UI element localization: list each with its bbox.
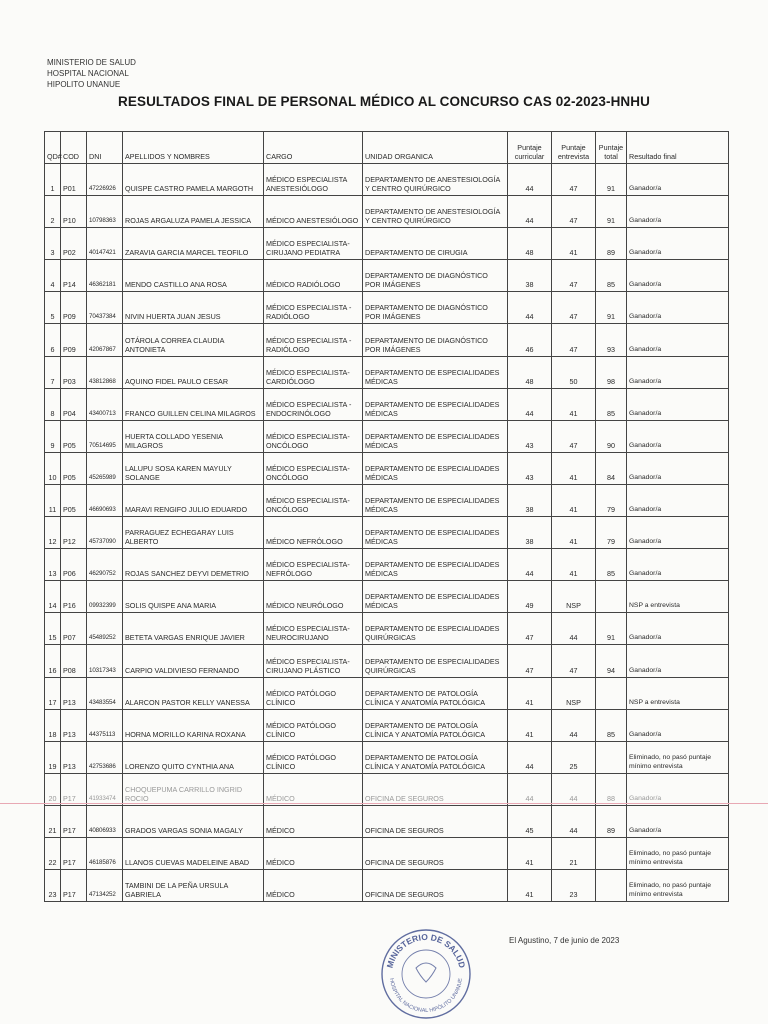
cell-cargo: MÉDICO NEURÓLOGO (264, 581, 363, 613)
table-row (45, 388, 729, 420)
cell-cod: P10 (61, 196, 87, 228)
cell-name: MENDO CASTILLO ANA ROSA (123, 260, 264, 292)
cell-dni: 43812868 (87, 356, 123, 388)
cell-entrevista: NSP (552, 677, 596, 709)
cell-name: QUISPE CASTRO PAMELA MARGOTH (123, 164, 264, 196)
cell-dni: 42753686 (87, 741, 123, 773)
cell-entrevista: 25 (552, 741, 596, 773)
cell-cargo: MÉDICO ESPECIALISTA - RADIÓLOGO (264, 292, 363, 324)
cell-unidad: OFICINA DE SEGUROS (363, 773, 508, 805)
cell-entrevista: 47 (552, 164, 596, 196)
table-header-row (45, 132, 729, 164)
cell-curricular: 47 (508, 613, 552, 645)
cell-cod: P14 (61, 260, 87, 292)
cell-total: 90 (596, 420, 627, 452)
cell-cargo: MÉDICO ESPECIALISTA-ONCÓLOGO (264, 420, 363, 452)
cell-curricular: 38 (508, 517, 552, 549)
cell-resultado: Ganador/a (627, 645, 729, 677)
cell-name: HORNA MORILLO KARINA ROXANA (123, 709, 264, 741)
cell-qd: 22 (45, 837, 61, 869)
cell-qd: 21 (45, 805, 61, 837)
cell-unidad: DEPARTAMENTO DE ANESTESIOLOGÍA Y CENTRO QUIRÚRGICO (363, 196, 508, 228)
cell-name: CHOQUEPUMA CARRILLO INGRID ROCIO (123, 773, 264, 805)
cell-unidad: DEPARTAMENTO DE DIAGNÓSTICO POR IMÁGENES (363, 292, 508, 324)
cell-unidad: DEPARTAMENTO DE DIAGNÓSTICO POR IMÁGENES (363, 260, 508, 292)
cell-resultado: Ganador/a (627, 773, 729, 805)
cell-entrevista: 47 (552, 645, 596, 677)
col-qd: QD# (45, 132, 61, 164)
table-row (45, 196, 729, 228)
cell-cod: P08 (61, 645, 87, 677)
cell-qd: 12 (45, 517, 61, 549)
cell-unidad: DEPARTAMENTO DE ANESTESIOLOGÍA Y CENTRO QUIRÚRGICO (363, 164, 508, 196)
cell-qd: 11 (45, 484, 61, 516)
cell-qd: 15 (45, 613, 61, 645)
cell-dni: 47226926 (87, 164, 123, 196)
header-hospital: HOSPITAL NACIONAL (47, 69, 129, 78)
cell-cargo: MÉDICO (264, 805, 363, 837)
cell-unidad: DEPARTAMENTO DE ESPECIALIDADES MÉDICAS (363, 484, 508, 516)
cell-dni: 42067867 (87, 324, 123, 356)
cell-curricular: 44 (508, 741, 552, 773)
cell-total: 79 (596, 517, 627, 549)
cell-qd: 3 (45, 228, 61, 260)
cell-curricular: 49 (508, 581, 552, 613)
cell-unidad: DEPARTAMENTO DE PATOLOGÍA CLÍNICA Y ANATOMÍA PATOLÓGICA (363, 677, 508, 709)
cell-entrevista: 41 (552, 484, 596, 516)
cell-dni: 70514695 (87, 420, 123, 452)
cell-entrevista: 41 (552, 228, 596, 260)
stamp-text-bottom: HOSPITAL NACIONAL HIPÓLITO UNANUE (388, 977, 464, 1015)
cell-qd: 2 (45, 196, 61, 228)
cell-cargo: MÉDICO PATÓLOGO CLÍNICO (264, 677, 363, 709)
cell-cod: P17 (61, 837, 87, 869)
table-row (45, 420, 729, 452)
cell-qd: 14 (45, 581, 61, 613)
cell-cargo: MÉDICO ANESTESIÓLOGO (264, 196, 363, 228)
cell-entrevista: 47 (552, 196, 596, 228)
cell-curricular: 48 (508, 356, 552, 388)
cell-total (596, 870, 627, 902)
table-row (45, 549, 729, 581)
cell-unidad: DEPARTAMENTO DE DIAGNÓSTICO POR IMÁGENES (363, 324, 508, 356)
cell-cargo: MÉDICO (264, 870, 363, 902)
cell-entrevista: 23 (552, 870, 596, 902)
cell-dni: 43400713 (87, 388, 123, 420)
cell-dni: 45737090 (87, 517, 123, 549)
cell-dni: 46290752 (87, 549, 123, 581)
cell-dni: 43483554 (87, 677, 123, 709)
cell-cod: P17 (61, 805, 87, 837)
cell-name: LORENZO QUITO CYNTHIA ANA (123, 741, 264, 773)
cell-qd: 18 (45, 709, 61, 741)
cell-resultado: Ganador/a (627, 452, 729, 484)
cell-curricular: 44 (508, 773, 552, 805)
table-row (45, 805, 729, 837)
footer-date: El Agustino, 7 de junio de 2023 (509, 936, 620, 945)
table-row (45, 452, 729, 484)
cell-name: LLANOS CUEVAS MADELEINE ABAD (123, 837, 264, 869)
cell-name: GRADOS VARGAS SONIA MAGALY (123, 805, 264, 837)
scan-artifact-line (0, 803, 768, 804)
cell-qd: 23 (45, 870, 61, 902)
cell-total (596, 677, 627, 709)
header-hospital-name: HIPOLITO UNANUE (47, 80, 121, 89)
cell-name: LALUPU SOSA KAREN MAYULY SOLANGE (123, 452, 264, 484)
col-name: APELLIDOS Y NOMBRES (123, 132, 264, 164)
cell-cargo: MÉDICO ESPECIALISTA-ONCÓLOGO (264, 452, 363, 484)
cell-cod: P17 (61, 773, 87, 805)
cell-name: CARPIO VALDIVIESO FERNANDO (123, 645, 264, 677)
cell-dni: 41933474 (87, 773, 123, 805)
cell-name: ALARCON PASTOR KELLY VANESSA (123, 677, 264, 709)
cell-total: 91 (596, 613, 627, 645)
cell-cod: P12 (61, 517, 87, 549)
cell-dni: 70437384 (87, 292, 123, 324)
cell-resultado: Ganador/a (627, 484, 729, 516)
cell-dni: 46185876 (87, 837, 123, 869)
cell-entrevista: 47 (552, 292, 596, 324)
cell-entrevista: 47 (552, 260, 596, 292)
table-row (45, 645, 729, 677)
table-row (45, 709, 729, 741)
cell-unidad: OFICINA DE SEGUROS (363, 870, 508, 902)
cell-cod: P05 (61, 452, 87, 484)
cell-total: 79 (596, 484, 627, 516)
table-row (45, 773, 729, 805)
cell-cod: P09 (61, 292, 87, 324)
table-row (45, 356, 729, 388)
table-row (45, 677, 729, 709)
cell-name: BETETA VARGAS ENRIQUE JAVIER (123, 613, 264, 645)
cell-cod: P05 (61, 420, 87, 452)
cell-entrevista: 44 (552, 773, 596, 805)
cell-resultado: NSP a entrevista (627, 581, 729, 613)
cell-cod: P13 (61, 677, 87, 709)
cell-cargo: MÉDICO ESPECIALISTA - RADIÓLOGO (264, 324, 363, 356)
cell-cargo: MÉDICO PATÓLOGO CLÍNICO (264, 709, 363, 741)
cell-cargo: MÉDICO ESPECIALISTA-CIRUJANO PEDIATRA (264, 228, 363, 260)
cell-name: FRANCO GUILLEN CELINA MILAGROS (123, 388, 264, 420)
col-total: Puntaje total (596, 132, 627, 164)
cell-curricular: 46 (508, 324, 552, 356)
cell-total (596, 741, 627, 773)
cell-curricular: 44 (508, 549, 552, 581)
cell-cargo: MÉDICO ESPECIALISTA-NEFRÓLOGO (264, 549, 363, 581)
cell-qd: 8 (45, 388, 61, 420)
cell-qd: 7 (45, 356, 61, 388)
cell-entrevista: 21 (552, 837, 596, 869)
cell-entrevista: 47 (552, 420, 596, 452)
cell-cod: P13 (61, 741, 87, 773)
cell-dni: 44375113 (87, 709, 123, 741)
col-resultado: Resultado final (627, 132, 729, 164)
institution-header (47, 57, 136, 90)
cell-dni: 47134252 (87, 870, 123, 902)
cell-resultado: Ganador/a (627, 517, 729, 549)
cell-entrevista: 44 (552, 709, 596, 741)
cell-total (596, 581, 627, 613)
cell-cargo: MÉDICO ESPECIALISTA ANESTESIÓLOGO (264, 164, 363, 196)
cell-entrevista: 41 (552, 517, 596, 549)
cell-entrevista: NSP (552, 581, 596, 613)
cell-cargo: MÉDICO (264, 773, 363, 805)
cell-resultado: Ganador/a (627, 228, 729, 260)
cell-cargo: MÉDICO NEFRÓLOGO (264, 517, 363, 549)
cell-total (596, 837, 627, 869)
cell-total: 91 (596, 292, 627, 324)
cell-total: 94 (596, 645, 627, 677)
table-row (45, 581, 729, 613)
cell-cod: P04 (61, 388, 87, 420)
cell-entrevista: 44 (552, 613, 596, 645)
col-unidad: UNIDAD ORGANICA (363, 132, 508, 164)
cell-curricular: 38 (508, 484, 552, 516)
cell-qd: 16 (45, 645, 61, 677)
cell-entrevista: 41 (552, 452, 596, 484)
cell-entrevista: 44 (552, 805, 596, 837)
cell-unidad: DEPARTAMENTO DE ESPECIALIDADES QUIRÚRGICAS (363, 613, 508, 645)
cell-name: OTÁROLA CORREA CLAUDIA ANTONIETA (123, 324, 264, 356)
cell-name: NIVIN HUERTA JUAN JESUS (123, 292, 264, 324)
cell-cargo: MÉDICO ESPECIALISTA-ONCÓLOGO (264, 484, 363, 516)
table-row (45, 324, 729, 356)
cell-resultado: NSP a entrevista (627, 677, 729, 709)
cell-name: ROJAS ARGALUZA PAMELA JESSICA (123, 196, 264, 228)
cell-total: 91 (596, 196, 627, 228)
cell-qd: 17 (45, 677, 61, 709)
cell-curricular: 44 (508, 196, 552, 228)
cell-total: 89 (596, 228, 627, 260)
cell-dni: 10798363 (87, 196, 123, 228)
cell-name: AQUINO FIDEL PAULO CESAR (123, 356, 264, 388)
cell-curricular: 41 (508, 837, 552, 869)
cell-unidad: DEPARTAMENTO DE ESPECIALIDADES QUIRÚRGICAS (363, 645, 508, 677)
cell-dni: 40806933 (87, 805, 123, 837)
cell-qd: 5 (45, 292, 61, 324)
cell-resultado: Ganador/a (627, 388, 729, 420)
cell-resultado: Ganador/a (627, 292, 729, 324)
cell-cod: P13 (61, 709, 87, 741)
cell-resultado: Ganador/a (627, 549, 729, 581)
cell-resultado: Ganador/a (627, 613, 729, 645)
cell-unidad: DEPARTAMENTO DE ESPECIALIDADES MÉDICAS (363, 581, 508, 613)
cell-resultado: Eliminado, no pasó puntaje mínimo entrevista (627, 837, 729, 869)
cell-total: 85 (596, 549, 627, 581)
cell-unidad: DEPARTAMENTO DE ESPECIALIDADES MÉDICAS (363, 356, 508, 388)
cell-name: SOLIS QUISPE ANA MARIA (123, 581, 264, 613)
table-body (45, 164, 729, 902)
cell-resultado: Ganador/a (627, 709, 729, 741)
table-row (45, 741, 729, 773)
cell-curricular: 41 (508, 677, 552, 709)
cell-entrevista: 47 (552, 324, 596, 356)
table-row (45, 484, 729, 516)
cell-total: 85 (596, 388, 627, 420)
cell-resultado: Ganador/a (627, 420, 729, 452)
cell-curricular: 41 (508, 870, 552, 902)
table-row (45, 260, 729, 292)
cell-unidad: OFICINA DE SEGUROS (363, 805, 508, 837)
cell-total: 85 (596, 709, 627, 741)
cell-name: ROJAS SANCHEZ DEYVI DEMETRIO (123, 549, 264, 581)
col-dni: DNI (87, 132, 123, 164)
cell-qd: 20 (45, 773, 61, 805)
cell-resultado: Ganador/a (627, 356, 729, 388)
cell-cargo: MÉDICO ESPECIALISTA - ENDOCRINÓLOGO (264, 388, 363, 420)
cell-entrevista: 41 (552, 549, 596, 581)
cell-unidad: DEPARTAMENTO DE CIRUGIA (363, 228, 508, 260)
cell-cod: P16 (61, 581, 87, 613)
cell-curricular: 44 (508, 388, 552, 420)
cell-cargo: MÉDICO PATÓLOGO CLÍNICO (264, 741, 363, 773)
cell-cargo: MÉDICO ESPECIALISTA-NEUROCIRUJANO (264, 613, 363, 645)
col-entrevista: Puntaje entrevista (552, 132, 596, 164)
cell-cargo: MÉDICO ESPECIALISTA-CIRUJANO PLÁSTICO (264, 645, 363, 677)
official-seal-stamp (378, 924, 474, 1020)
cell-name: MARAVI RENGIFO JULIO EDUARDO (123, 484, 264, 516)
cell-total: 91 (596, 164, 627, 196)
cell-total: 84 (596, 452, 627, 484)
cell-resultado: Eliminado, no pasó puntaje mínimo entrevista (627, 741, 729, 773)
cell-curricular: 43 (508, 420, 552, 452)
cell-cargo: MÉDICO RADIÓLOGO (264, 260, 363, 292)
cell-total: 98 (596, 356, 627, 388)
cell-dni: 45489252 (87, 613, 123, 645)
cell-cod: P17 (61, 870, 87, 902)
document-title: RESULTADOS FINAL DE PERSONAL MÉDICO AL CONCURSO CAS 02-2023-HNHU (118, 94, 650, 109)
cell-cod: P07 (61, 613, 87, 645)
cell-total: 85 (596, 260, 627, 292)
cell-qd: 19 (45, 741, 61, 773)
cell-curricular: 44 (508, 164, 552, 196)
cell-cargo: MÉDICO ESPECIALISTA-CARDIÓLOGO (264, 356, 363, 388)
col-curricular: Puntaje curricular (508, 132, 552, 164)
cell-curricular: 44 (508, 292, 552, 324)
cell-unidad: DEPARTAMENTO DE ESPECIALIDADES MÉDICAS (363, 549, 508, 581)
cell-cod: P09 (61, 324, 87, 356)
cell-unidad: DEPARTAMENTO DE PATOLOGÍA CLÍNICA Y ANATOMÍA PATOLÓGICA (363, 741, 508, 773)
cell-dni: 46362181 (87, 260, 123, 292)
cell-dni: 45265989 (87, 452, 123, 484)
cell-dni: 46690693 (87, 484, 123, 516)
table-row (45, 228, 729, 260)
col-cod: COD (61, 132, 87, 164)
cell-resultado: Ganador/a (627, 164, 729, 196)
cell-curricular: 41 (508, 709, 552, 741)
cell-total: 88 (596, 773, 627, 805)
cell-resultado: Ganador/a (627, 196, 729, 228)
cell-cod: P02 (61, 228, 87, 260)
cell-total: 93 (596, 324, 627, 356)
table-row (45, 837, 729, 869)
cell-curricular: 48 (508, 228, 552, 260)
cell-name: HUERTA COLLADO YESENIA MILAGROS (123, 420, 264, 452)
cell-unidad: DEPARTAMENTO DE ESPECIALIDADES MÉDICAS (363, 420, 508, 452)
table-row (45, 292, 729, 324)
cell-qd: 6 (45, 324, 61, 356)
cell-qd: 13 (45, 549, 61, 581)
cell-dni: 09932399 (87, 581, 123, 613)
cell-entrevista: 41 (552, 388, 596, 420)
cell-cod: P03 (61, 356, 87, 388)
cell-cod: P05 (61, 484, 87, 516)
results-table (44, 131, 729, 902)
cell-curricular: 47 (508, 645, 552, 677)
cell-qd: 4 (45, 260, 61, 292)
col-cargo: CARGO (264, 132, 363, 164)
header-ministry: MINISTERIO DE SALUD (47, 58, 136, 67)
cell-resultado: Ganador/a (627, 805, 729, 837)
table-row (45, 517, 729, 549)
cell-cod: P06 (61, 549, 87, 581)
table-row (45, 164, 729, 196)
cell-dni: 40147421 (87, 228, 123, 260)
cell-unidad: DEPARTAMENTO DE ESPECIALIDADES MÉDICAS (363, 517, 508, 549)
cell-name: TAMBINI DE LA PEÑA URSULA GABRIELA (123, 870, 264, 902)
stamp-text-top: MINISTERIO DE SALUD (384, 931, 468, 969)
cell-name: PARRAGUEZ ECHEGARAY LUIS ALBERTO (123, 517, 264, 549)
stamp-emblem-icon (416, 963, 436, 982)
cell-entrevista: 50 (552, 356, 596, 388)
cell-qd: 9 (45, 420, 61, 452)
cell-cod: P01 (61, 164, 87, 196)
cell-name: ZARAVIA GARCIA MARCEL TEOFILO (123, 228, 264, 260)
cell-unidad: DEPARTAMENTO DE PATOLOGÍA CLÍNICA Y ANATOMÍA PATOLÓGICA (363, 709, 508, 741)
cell-resultado: Ganador/a (627, 324, 729, 356)
cell-unidad: DEPARTAMENTO DE ESPECIALIDADES MÉDICAS (363, 388, 508, 420)
cell-unidad: DEPARTAMENTO DE ESPECIALIDADES MÉDICAS (363, 452, 508, 484)
table-row (45, 870, 729, 902)
cell-qd: 10 (45, 452, 61, 484)
cell-resultado: Ganador/a (627, 260, 729, 292)
cell-curricular: 45 (508, 805, 552, 837)
cell-unidad: OFICINA DE SEGUROS (363, 837, 508, 869)
cell-cargo: MÉDICO (264, 837, 363, 869)
cell-total: 89 (596, 805, 627, 837)
cell-resultado: Eliminado, no pasó puntaje mínimo entrevista (627, 870, 729, 902)
cell-dni: 10317343 (87, 645, 123, 677)
table-row (45, 613, 729, 645)
cell-qd: 1 (45, 164, 61, 196)
cell-curricular: 38 (508, 260, 552, 292)
cell-curricular: 43 (508, 452, 552, 484)
